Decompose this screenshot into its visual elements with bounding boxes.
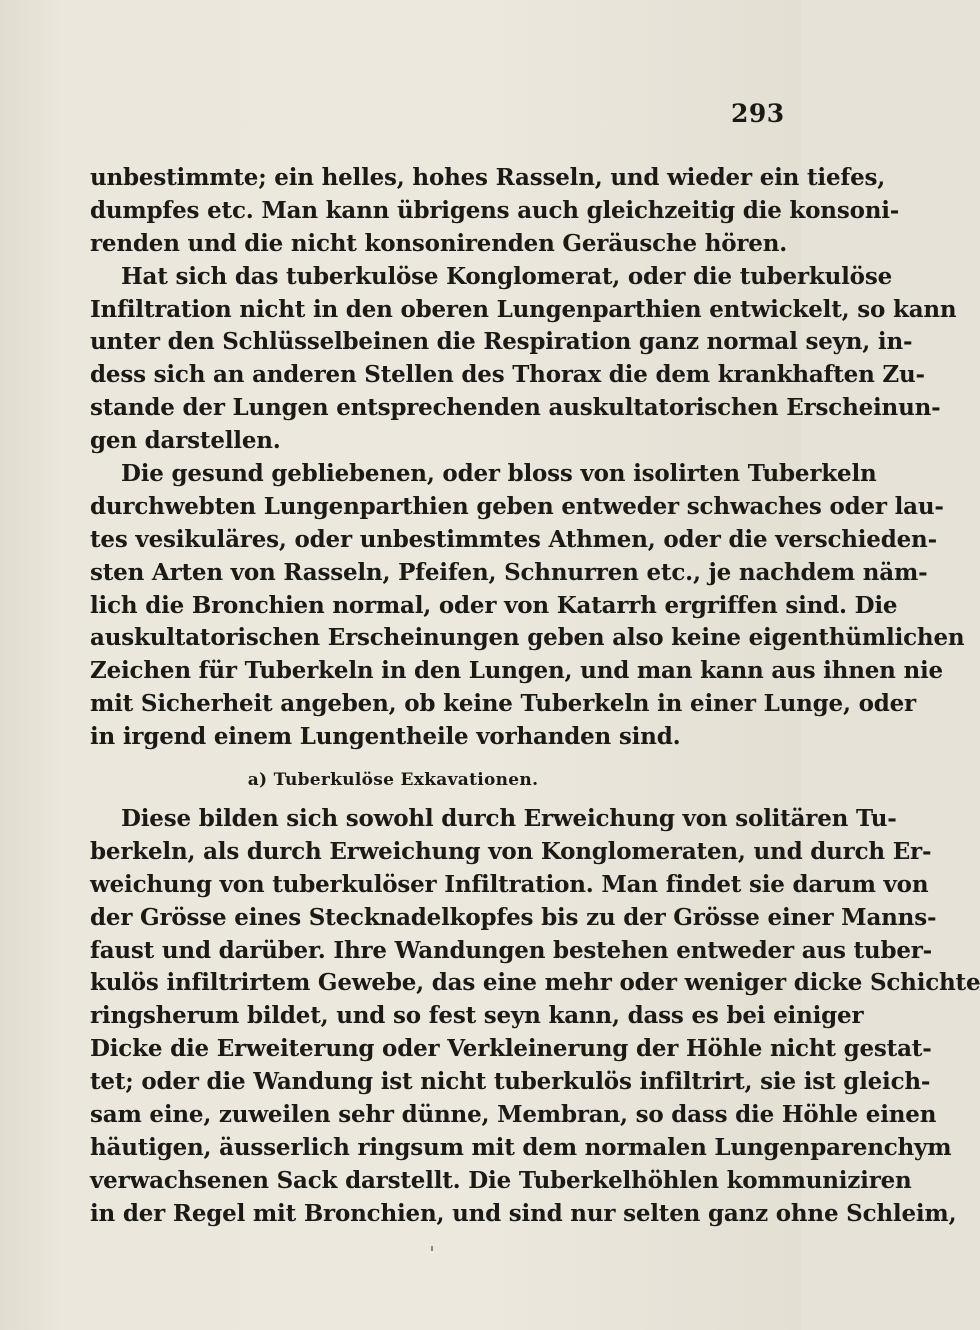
paragraph-1 xyxy=(90,162,900,261)
text-line: weichung von tuberkulöser Infiltration. Man findet sie darum von xyxy=(90,870,929,898)
text-line: renden und die nicht konsonirenden Geräusche hören. xyxy=(90,229,788,257)
text-line: Infiltration nicht in den oberen Lungenparthien entwickelt, so kann xyxy=(90,295,957,323)
page-number: 293 xyxy=(731,99,785,128)
section-heading: a) Tuberkulöse Exkavationen. xyxy=(247,770,539,791)
text-line: ringsherum bildet, und so fest seyn kann, dass es bei einiger xyxy=(90,1002,864,1030)
text-line: dumpfes etc. Man kann übrigens auch gleichzeitig die konsoni- xyxy=(90,196,900,224)
text-line: verwachsenen Sack darstellt. Die Tuberkelhöhlen kommuniziren xyxy=(90,1166,912,1194)
text-line: durchwebten Lungenparthien geben entweder schwaches oder lau- xyxy=(90,492,944,520)
text-line: tet; oder die Wandung ist nicht tuberkulös infiltrirt, sie ist gleich- xyxy=(90,1068,931,1096)
text-line: Die gesund gebliebenen, oder bloss von isolirten Tuberkeln xyxy=(121,460,877,488)
text-line: unter den Schlüsselbeinen die Respiration ganz normal seyn, in- xyxy=(90,328,913,356)
body-text xyxy=(90,162,980,1231)
text-line: in der Regel mit Bronchien, und sind nur selten ganz ohne Schleim, xyxy=(90,1199,957,1227)
paragraph-3 xyxy=(90,458,965,754)
ink-speck xyxy=(431,1246,433,1251)
text-line: auskultatorischen Erscheinungen geben also keine eigenthümlichen xyxy=(90,624,965,652)
text-line: faust und darüber. Ihre Wandungen bestehen entweder aus tuber- xyxy=(90,936,933,964)
text-line: sten Arten von Rasseln, Pfeifen, Schnurren etc., je nachdem näm- xyxy=(90,558,928,586)
text-line: in irgend einem Lungentheile vorhanden sind. xyxy=(90,723,681,751)
text-line: dess sich an anderen Stellen des Thorax die dem krankhaften Zu- xyxy=(90,361,925,389)
text-line: der Grösse eines Stecknadelkopfes bis zu der Grösse einer Manns- xyxy=(90,903,937,931)
text-line: tes vesikuläres, oder unbestimmtes Athmen, oder die verschieden- xyxy=(90,525,937,553)
text-line: stande der Lungen entsprechenden auskultatorischen Erscheinun- xyxy=(90,394,941,422)
paragraph-2 xyxy=(90,261,957,458)
text-line: kulös infiltrirtem Gewebe, das eine mehr oder weniger dicke Schichte xyxy=(90,969,980,997)
paragraph-4 xyxy=(90,803,980,1231)
text-line: mit Sicherheit angeben, ob keine Tuberkeln in einer Lunge, oder xyxy=(90,690,916,718)
text-line: Diese bilden sich sowohl durch Erweichung von solitären Tu- xyxy=(121,805,897,833)
text-line: lich die Bronchien normal, oder von Katarrh ergriffen sind. Die xyxy=(90,591,898,619)
text-line: berkeln, als durch Erweichung von Konglomeraten, und durch Er- xyxy=(90,837,932,865)
text-line: gen darstellen. xyxy=(90,427,281,455)
text-line: Hat sich das tuberkulöse Konglomerat, oder die tuberkulöse xyxy=(121,262,893,290)
text-line: Dicke die Erweiterung oder Verkleinerung der Höhle nicht gestat- xyxy=(90,1035,932,1063)
text-line: sam eine, zuweilen sehr dünne, Membran, so dass die Höhle einen xyxy=(90,1101,937,1129)
text-line: unbestimmte; ein helles, hohes Rasseln, und wieder ein tiefes, xyxy=(90,164,886,191)
text-line: Zeichen für Tuberkeln in den Lungen, und man kann aus ihnen nie xyxy=(90,657,943,685)
text-line: häutigen, äusserlich ringsum mit dem normalen Lungenparenchym xyxy=(90,1133,952,1161)
